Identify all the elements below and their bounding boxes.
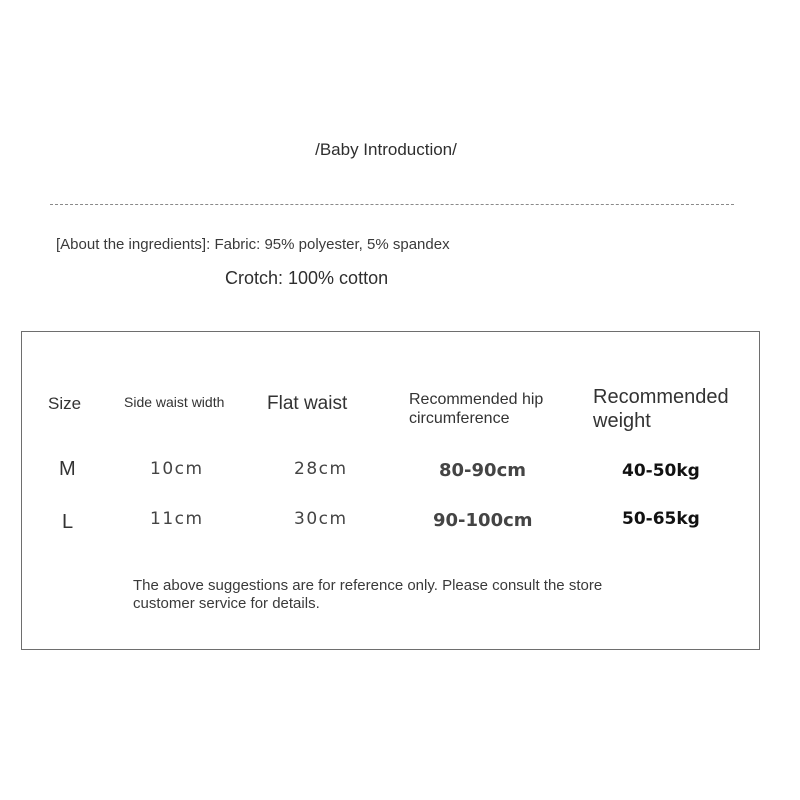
table-row-flat-waist: 28cm [294,459,348,479]
crotch-text: Crotch: 100% cotton [225,268,389,288]
table-row-weight: 50-65kg [622,509,700,529]
ingredients-text: [About the ingredients]: Fabric: 95% polyester, 5% spandex [56,236,450,253]
size-chart [21,331,760,650]
table-row-size: L [62,511,74,533]
header-recommended-weight: Recommended weight [593,386,729,432]
table-row-size: M [59,458,76,480]
header-side-waist-width: Side waist width [124,394,225,410]
page-title: /Baby Introduction/ [315,140,457,159]
header-size: Size [48,394,82,413]
table-row-flat-waist: 30cm [294,509,348,529]
dashed-divider [50,204,734,205]
table-row-side-waist: 10cm [150,459,204,479]
header-recommended-hip: Recommended hip circumference [409,391,544,427]
reference-note: The above suggestions are for reference only. Please consult the store customer service for details. [133,577,603,612]
table-row-hip: 80-90cm [439,460,526,481]
header-flat-waist: Flat waist [267,393,348,414]
table-row-weight: 40-50kg [622,461,700,481]
table-row-hip: 90-100cm [433,510,533,531]
table-row-side-waist: 11cm [150,509,204,529]
